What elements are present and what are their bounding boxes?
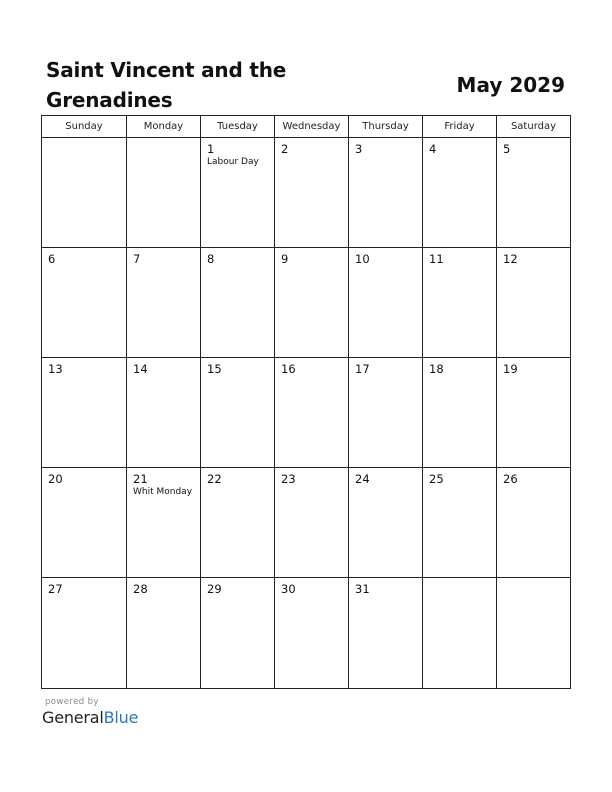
day-cell xyxy=(42,578,127,688)
day-cell xyxy=(127,358,201,467)
day-cell xyxy=(127,468,201,577)
day-cell xyxy=(349,248,423,357)
week-row xyxy=(42,578,570,688)
day-number: 19 xyxy=(503,362,518,376)
day-number: 29 xyxy=(207,582,222,596)
day-number: 27 xyxy=(48,582,63,596)
day-cell xyxy=(275,138,349,247)
day-number: 13 xyxy=(48,362,63,376)
day-number: 11 xyxy=(429,252,444,266)
weeks-container xyxy=(42,138,570,688)
day-cell xyxy=(497,578,570,688)
calendar-title: Saint Vincent and the Grenadines xyxy=(46,58,287,112)
day-cell xyxy=(275,248,349,357)
weekday-wednesday: Wednesday xyxy=(275,116,349,137)
footer-branding xyxy=(42,697,138,729)
day-number: 1 xyxy=(207,142,215,156)
day-cell xyxy=(201,138,275,247)
day-number: 23 xyxy=(281,472,296,486)
day-cell xyxy=(127,248,201,357)
brand-general-text: General xyxy=(42,708,104,727)
day-cell xyxy=(423,138,497,247)
calendar-grid xyxy=(41,115,571,689)
day-number: 5 xyxy=(503,142,511,156)
day-number: 4 xyxy=(429,142,437,156)
day-cell xyxy=(127,138,201,247)
day-number: 2 xyxy=(281,142,289,156)
day-number: 18 xyxy=(429,362,444,376)
week-row xyxy=(42,358,570,468)
day-cell xyxy=(423,358,497,467)
day-cell xyxy=(497,248,570,357)
day-number: 16 xyxy=(281,362,296,376)
day-cell xyxy=(423,578,497,688)
day-cell xyxy=(497,358,570,467)
generalblue-logo xyxy=(42,707,138,729)
day-cell xyxy=(201,358,275,467)
day-number: 28 xyxy=(133,582,148,596)
day-number: 15 xyxy=(207,362,222,376)
day-number: 24 xyxy=(355,472,370,486)
day-cell xyxy=(497,468,570,577)
day-cell xyxy=(497,138,570,247)
day-number: 26 xyxy=(503,472,518,486)
day-number: 31 xyxy=(355,582,370,596)
weekday-sunday: Sunday xyxy=(42,116,127,137)
day-number: 30 xyxy=(281,582,296,596)
weekday-saturday: Saturday xyxy=(510,121,557,132)
weekday-header-row xyxy=(42,116,570,138)
day-number: 9 xyxy=(281,252,289,266)
week-row xyxy=(42,468,570,578)
holiday-label: Whit Monday xyxy=(133,487,193,497)
week-row xyxy=(42,248,570,358)
month-label: May 2029 xyxy=(456,73,565,97)
day-cell xyxy=(275,578,349,688)
day-number: 7 xyxy=(133,252,141,266)
day-cell xyxy=(201,468,275,577)
day-cell xyxy=(42,138,127,247)
day-cell xyxy=(42,248,127,357)
day-number: 14 xyxy=(133,362,148,376)
brand-blue-text: Blue xyxy=(103,708,139,727)
day-number: 21 xyxy=(133,472,148,486)
day-cell xyxy=(423,468,497,577)
day-number: 10 xyxy=(355,252,370,266)
day-number: 3 xyxy=(355,142,363,156)
day-number: 25 xyxy=(429,472,444,486)
weekday-tuesday: Tuesday xyxy=(201,116,275,137)
day-number: 17 xyxy=(355,362,370,376)
day-cell xyxy=(127,578,201,688)
powered-by-text: powered by xyxy=(45,697,99,707)
day-cell xyxy=(349,578,423,688)
day-cell xyxy=(349,358,423,467)
day-cell xyxy=(275,358,349,467)
day-cell xyxy=(201,578,275,688)
day-cell xyxy=(42,358,127,467)
holiday-label: Labour Day xyxy=(207,157,259,167)
day-number: 6 xyxy=(48,252,56,266)
day-number: 12 xyxy=(503,252,518,266)
day-cell xyxy=(275,468,349,577)
day-number: 8 xyxy=(207,252,215,266)
weekday-thursday: Thursday xyxy=(349,116,423,137)
day-cell xyxy=(423,248,497,357)
day-cell xyxy=(349,468,423,577)
day-number: 20 xyxy=(48,472,63,486)
weekday-friday: Friday xyxy=(423,116,497,137)
weekday-monday: Monday xyxy=(127,116,201,137)
day-cell xyxy=(201,248,275,357)
day-cell xyxy=(349,138,423,247)
day-cell xyxy=(42,468,127,577)
day-number: 22 xyxy=(207,472,222,486)
week-row xyxy=(42,138,570,248)
